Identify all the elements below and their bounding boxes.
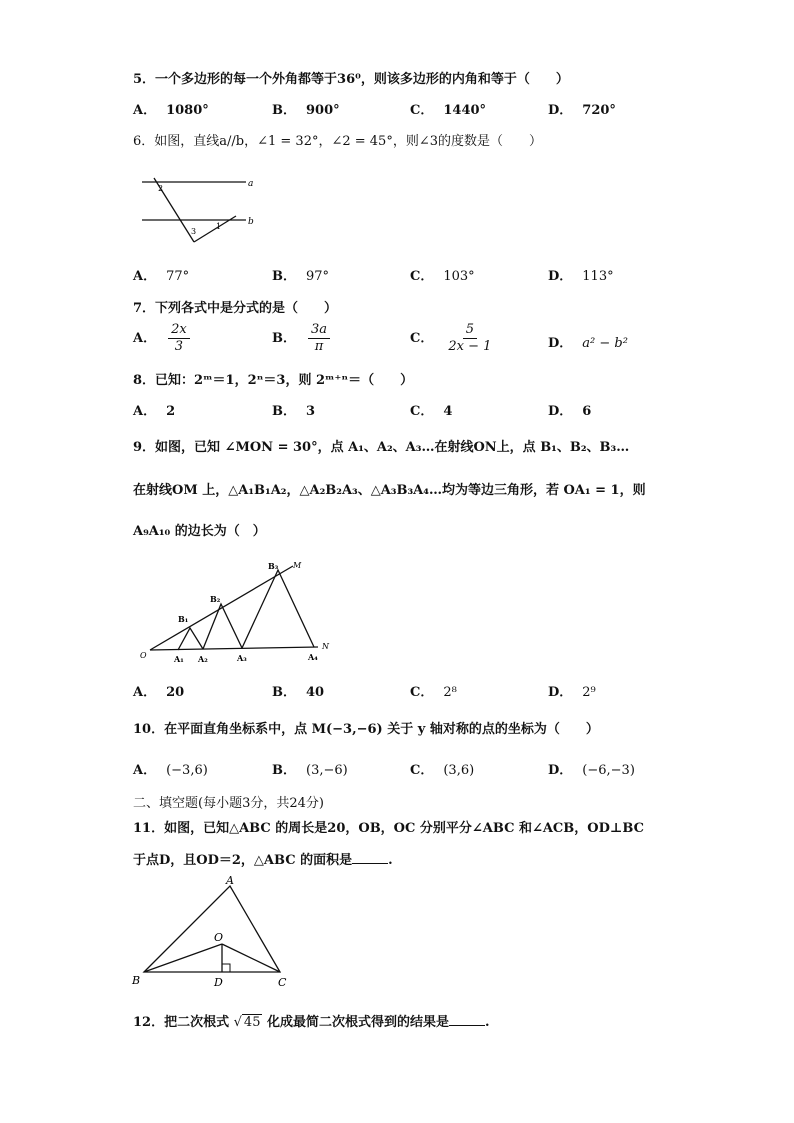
q8-option-c: C． 4 bbox=[410, 404, 453, 419]
q12-answer-blank[interactable] bbox=[449, 1013, 485, 1026]
q7-option-b: B． $\frac{3a}{\pi}$ bbox=[272, 322, 332, 355]
q12-radical: √ 45 bbox=[233, 1015, 261, 1030]
q10-option-c: C． (3,6) bbox=[410, 763, 475, 778]
q9-label-A4: A₄ bbox=[308, 652, 318, 662]
q6-stem: 6．如图，直线a//b，∠1 = 32°，∠2 = 45°，则∠3的度数是（ ） bbox=[133, 134, 542, 149]
q8-stem: 8．已知：2ᵐ＝1，2ⁿ＝3，则 2ᵐ⁺ⁿ＝（ ） bbox=[133, 373, 414, 388]
q9-label-A3: A₃ bbox=[237, 653, 247, 663]
q9-option-d: D． 2⁹ bbox=[548, 685, 596, 700]
q9-label-B1: B₁ bbox=[178, 614, 189, 624]
q9-label-O: O bbox=[140, 651, 147, 660]
q9-option-a: A． 20 bbox=[133, 685, 185, 700]
q9-figure bbox=[138, 556, 338, 668]
q9-label-B2: B₂ bbox=[210, 594, 221, 604]
q11-label-A: A bbox=[226, 874, 234, 887]
q5-option-c: C． 1440° bbox=[410, 103, 487, 118]
q9-line2: 在射线OM 上，△A₁B₁A₂，△A₂B₂A₃、△A₃B₃A₄…均为等边三角形，若 OA₁ = 1，则 bbox=[133, 483, 646, 498]
q11-label-D: D bbox=[214, 976, 223, 989]
q8-option-a: A． 2 bbox=[133, 404, 176, 419]
q6-figure bbox=[136, 172, 260, 248]
q11-label-O: O bbox=[214, 931, 224, 944]
q6-label-b: b bbox=[248, 217, 254, 227]
q6-label-a: a bbox=[248, 179, 254, 189]
q11-figure bbox=[128, 874, 298, 992]
q7-option-a: A． $\frac{2x}{3}$ bbox=[133, 322, 192, 355]
q7-stem: 7．下列各式中是分式的是（ ） bbox=[133, 301, 338, 316]
q6-option-a: A． 77° bbox=[133, 269, 190, 284]
q9-label-A2: A₂ bbox=[198, 654, 208, 664]
q12-stem: 12．把二次根式 √ 45 化成最简二次根式得到的结果是 . bbox=[133, 1015, 490, 1030]
q8-option-d: D． 6 bbox=[548, 404, 592, 419]
q6-option-c: C． 103° bbox=[410, 269, 475, 284]
q6-label-3: 3 bbox=[191, 227, 197, 236]
q9-option-c: C． 2⁸ bbox=[410, 685, 457, 700]
q9-label-N: N bbox=[322, 642, 329, 651]
q10-stem: 10．在平面直角坐标系中，点 M(−3,−6) 关于 y 轴对称的点的坐标为（ ） bbox=[133, 722, 599, 737]
q9-label-A1: A₁ bbox=[174, 654, 184, 664]
q10-option-a: A． (−3,6) bbox=[133, 763, 208, 778]
q10-option-b: B． (3,−6) bbox=[272, 763, 348, 778]
q5-stem: 5．一个多边形的每一个外角都等于36⁰，则该多边形的内角和等于（ ） bbox=[133, 72, 569, 87]
q9-label-B3: B₃ bbox=[268, 561, 279, 571]
q6-label-1: 1 bbox=[216, 222, 222, 231]
q6-option-d: D． 113° bbox=[548, 269, 614, 284]
section-heading: 二、填空题(每小题3分，共24分) bbox=[133, 796, 324, 811]
q5-option-b: B． 900° bbox=[272, 103, 340, 118]
q10-option-d: D． (−6,−3) bbox=[548, 763, 635, 778]
q7-option-d: D． a² − b² bbox=[548, 336, 628, 351]
q8-option-b: B． 3 bbox=[272, 404, 316, 419]
q6-option-b: B． 97° bbox=[272, 269, 330, 284]
q9-label-M: M bbox=[293, 561, 302, 570]
q5-option-a: A． 1080° bbox=[133, 103, 209, 118]
q9-line1: 9．如图，已知 ∠MON = 30°，点 A₁、A₂、A₃…在射线ON上，点 B₁、B₂、B₃… bbox=[133, 440, 630, 455]
q11-answer-blank[interactable] bbox=[352, 851, 388, 864]
q9-option-b: B． 40 bbox=[272, 685, 325, 700]
q6-label-2: 2 bbox=[158, 184, 164, 193]
q9-line3: A₉A₁₀ 的边长为（ ） bbox=[133, 524, 266, 539]
q11-line2: 于点D，且OD＝2，△ABC 的面积是 . bbox=[133, 853, 393, 868]
q11-line1: 11．如图，已知△ABC 的周长是20，OB，OC 分别平分∠ABC 和∠ACB，OD⊥BC bbox=[133, 821, 644, 836]
q7-option-c: C． $\frac{5}{2x - 1}$ bbox=[410, 322, 492, 354]
q11-label-C: C bbox=[278, 976, 287, 989]
q5-option-d: D． 720° bbox=[548, 103, 616, 118]
q11-label-B: B bbox=[132, 974, 141, 987]
